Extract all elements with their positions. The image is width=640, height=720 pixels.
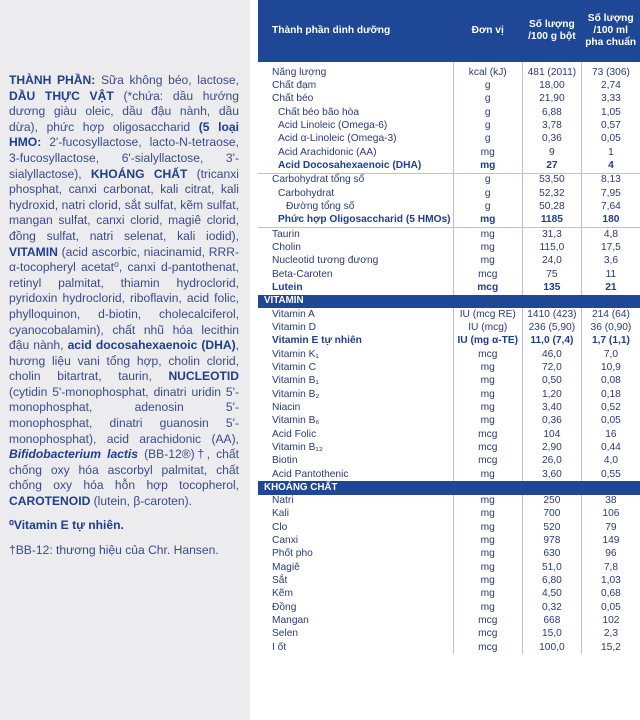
value-per-100ml: 0,08 — [581, 375, 640, 388]
nutrient-name: Vitamin B₁₂ — [272, 441, 323, 453]
nutrient-name: Vitamin C — [272, 361, 316, 373]
table-row — [258, 561, 640, 574]
table-row — [258, 588, 640, 601]
value-per-100g: 978 — [522, 534, 581, 547]
value-per-100g: 104 — [522, 428, 581, 441]
nutrient-unit: mg — [453, 561, 522, 574]
nutrient-name: Đường tổng số — [286, 200, 355, 212]
table-row — [258, 455, 640, 468]
nutrient-name: Acid Folic — [272, 428, 317, 440]
nutrient-unit: mcg — [453, 455, 522, 468]
table-body — [258, 62, 640, 654]
value-per-100g: 24,0 — [522, 255, 581, 268]
value-per-100g: 668 — [522, 614, 581, 627]
nutrient-name: Carbohydrat — [278, 187, 335, 199]
table-row — [258, 321, 640, 334]
nutrient-unit: mg — [453, 468, 522, 481]
nutrient-unit: mg — [453, 361, 522, 374]
ingredients-segment: (cytidin 5'-monophosphat, dinatri uridin 5'-monophosphat, adenosin 5'-monophosphat, dinatri guanosin 5'-monophosphat), acid arachidonic (AA), — [9, 384, 239, 446]
ingredients-paragraph — [9, 73, 239, 510]
table-row — [258, 255, 640, 268]
nutrient-unit: mg — [453, 255, 522, 268]
vitamin-section-header — [258, 295, 640, 308]
nutrient-name: Vitamin D — [272, 321, 316, 333]
ingredients-highlight: acid docosahexaenoic (DHA) — [67, 338, 236, 353]
value-per-100g: 3,60 — [522, 468, 581, 481]
value-per-100g: 236 (5,90) — [522, 321, 581, 334]
ingredients-panel — [0, 0, 250, 720]
table-row — [258, 227, 640, 241]
value-per-100ml: 0,52 — [581, 401, 640, 414]
value-per-100ml: 0,05 — [581, 415, 640, 428]
nutrient-unit: mcg — [453, 441, 522, 454]
value-per-100ml: 7,8 — [581, 561, 640, 574]
value-per-100ml: 38 — [581, 495, 640, 508]
nutrient-unit: mcg — [453, 348, 522, 361]
mineral-section-header-title: KHOÁNG CHẤT — [258, 481, 640, 494]
nutrient-name: Vitamin B₂ — [272, 388, 320, 400]
value-per-100ml: 8,13 — [581, 173, 640, 187]
nutrient-unit: mg — [453, 159, 522, 173]
table-row — [258, 281, 640, 294]
nutrient-name: Acid Docosahexaenoic (DHA) — [278, 159, 422, 171]
table-row — [258, 106, 640, 119]
value-per-100ml: 7,95 — [581, 187, 640, 200]
value-per-100ml: 7,64 — [581, 200, 640, 213]
nutrient-name: Biotin — [272, 455, 298, 467]
value-per-100g: 75 — [522, 268, 581, 281]
table-row — [258, 641, 640, 654]
nutrient-unit: kcal (kJ) — [453, 62, 522, 79]
nutrient-name: Acid Arachidonic (AA) — [278, 146, 377, 158]
table-row — [258, 241, 640, 254]
value-per-100g: 11,0 (7,4) — [522, 335, 581, 348]
nutrient-name: Năng lượng — [272, 66, 327, 78]
value-per-100g: 0,36 — [522, 415, 581, 428]
ingredients-segment: Sữa không béo, lactose, — [95, 73, 239, 87]
value-per-100g: 3,40 — [522, 401, 581, 414]
nutrient-unit: mg — [453, 241, 522, 254]
nutrient-unit: g — [453, 133, 522, 146]
value-per-100ml: 3,6 — [581, 255, 640, 268]
value-per-100g: 50,28 — [522, 200, 581, 213]
table-row — [258, 119, 640, 132]
value-per-100ml: 106 — [581, 508, 640, 521]
value-per-100g: 26,0 — [522, 455, 581, 468]
table-row — [258, 375, 640, 388]
nutrient-unit: mg — [453, 508, 522, 521]
vitamin-e-note: ⁰Vitamin E tự nhiên. — [9, 517, 124, 532]
value-per-100ml: 1,05 — [581, 106, 640, 119]
nutrient-unit: g — [453, 200, 522, 213]
value-per-100ml: 1,03 — [581, 574, 640, 587]
ingredients-segment: , hương liệu vani tổng hợp, cholin clorid, cholin bitartrat, taurin, — [9, 338, 239, 384]
nutrient-name: Vitamin B₁ — [272, 375, 319, 387]
table-row — [258, 268, 640, 281]
table-row — [258, 441, 640, 454]
nutrient-name: Vitamin A — [272, 308, 315, 320]
header-name: Thành phần dinh dưỡng — [258, 0, 453, 62]
table-row — [258, 214, 640, 228]
ingredients-text — [9, 73, 239, 559]
value-per-100g: 6,80 — [522, 574, 581, 587]
table-row — [258, 495, 640, 508]
nutrient-unit: g — [453, 106, 522, 119]
ingredients-highlight: CAROTENOID — [9, 494, 91, 509]
table-row — [258, 428, 640, 441]
nutrient-name: Kali — [272, 508, 289, 520]
nutrient-name: Acid Linoleic (Omega-6) — [278, 119, 388, 131]
nutrient-unit: g — [453, 93, 522, 106]
value-per-100g: 1410 (423) — [522, 308, 581, 321]
value-per-100ml: 102 — [581, 614, 640, 627]
table-row — [258, 79, 640, 92]
nutrient-unit: g — [453, 173, 522, 187]
table-row — [258, 348, 640, 361]
table-row — [258, 521, 640, 534]
trademark-note: †BB-12: thương hiệu của Chr. Hansen. — [9, 543, 219, 558]
value-per-100ml: 17,5 — [581, 241, 640, 254]
nutrient-unit: mcg — [453, 428, 522, 441]
table-row — [258, 508, 640, 521]
nutrient-unit: mg — [453, 214, 522, 228]
nutrient-unit: mg — [453, 401, 522, 414]
table-row — [258, 614, 640, 627]
table-row — [258, 628, 640, 641]
value-per-100g: 15,0 — [522, 628, 581, 641]
nutrient-name: Chất béo — [272, 93, 314, 105]
ingredients-segment: (lutein, β-caroten). — [90, 494, 193, 509]
nutrient-name: Đồng — [272, 601, 297, 613]
nutrient-unit: mg — [453, 388, 522, 401]
header-unit: Đơn vị — [453, 0, 522, 62]
value-per-100ml: 4,8 — [581, 227, 640, 241]
value-per-100g: 9 — [522, 146, 581, 159]
value-per-100g: 4,50 — [522, 588, 581, 601]
table-header-row — [258, 0, 640, 62]
value-per-100g: 115,0 — [522, 241, 581, 254]
nutrient-unit: IU (mcg RE) — [453, 308, 522, 321]
value-per-100g: 0,50 — [522, 375, 581, 388]
nutrient-unit: mg — [453, 588, 522, 601]
nutrient-name: Vitamin E tự nhiên — [272, 335, 362, 347]
value-per-100ml: 7,0 — [581, 348, 640, 361]
table-row — [258, 187, 640, 200]
nutrient-unit: mg — [453, 375, 522, 388]
value-per-100g: 135 — [522, 281, 581, 294]
ingredients-highlight: VITAMIN — [9, 244, 58, 259]
nutrient-name: Selen — [272, 628, 299, 640]
value-per-100ml: 79 — [581, 521, 640, 534]
table-row — [258, 388, 640, 401]
value-per-100g: 21,90 — [522, 93, 581, 106]
value-per-100g: 2,90 — [522, 441, 581, 454]
nutrient-unit: mg — [453, 146, 522, 159]
nutrient-name: Natri — [272, 495, 294, 507]
ingredients-segment: (acid ascorbic, niacinamid, RRR-α-tocopheryl acetat⁰, canxi d-pantothenat, retinyl palmitat, thiamin hydroclorid, pyridoxin hydroclorid, riboflavin, acid folic, phylloquinon, d-biotin, cholecalciferol, cyanocobalamin), chất nhũ hóa lecithin đậu nành, — [9, 244, 239, 353]
table-row — [258, 468, 640, 481]
nutrient-unit: g — [453, 187, 522, 200]
nutrient-unit: g — [453, 79, 522, 92]
vitamin-section-header-title: VITAMIN — [258, 295, 640, 308]
value-per-100g: 51,0 — [522, 561, 581, 574]
nutrient-name: Vitamin K₁ — [272, 348, 319, 360]
nutrient-name: I ốt — [272, 641, 287, 653]
header-per-100g: Số lượng /100 g bột — [522, 0, 581, 62]
value-per-100ml: 0,44 — [581, 441, 640, 454]
value-per-100ml: 11 — [581, 268, 640, 281]
nutrient-name: Niacin — [272, 401, 301, 413]
value-per-100g: 700 — [522, 508, 581, 521]
nutrient-name: Canxi — [272, 535, 299, 547]
nutrient-name: Vitamin B₆ — [272, 415, 320, 427]
nutrient-name: Magiê — [272, 561, 300, 573]
value-per-100g: 100,0 — [522, 641, 581, 654]
value-per-100ml: 4,0 — [581, 455, 640, 468]
value-per-100ml: 2,3 — [581, 628, 640, 641]
ingredients-highlight: (5 loại HMO: — [9, 119, 239, 150]
ingredients-segment: 2'-fucosyllactose, lacto-N-tetraose, 3-fucosyllactose, 6'-sialyllactose, 3'-sialyllactose), — [9, 135, 239, 181]
nutrient-unit: IU (mg α-TE) — [453, 335, 522, 348]
table-row — [258, 308, 640, 321]
value-per-100g: 1,20 — [522, 388, 581, 401]
value-per-100g: 27 — [522, 159, 581, 173]
value-per-100g: 0,32 — [522, 601, 581, 614]
table-row — [258, 415, 640, 428]
value-per-100ml: 0,57 — [581, 119, 640, 132]
mineral-section-header — [258, 481, 640, 494]
table-row — [258, 335, 640, 348]
nutrient-unit: mg — [453, 415, 522, 428]
value-per-100ml: 0,55 — [581, 468, 640, 481]
value-per-100g: 520 — [522, 521, 581, 534]
ingredients-segment: (BB-12®)†, chất chống oxy hóa ascorbyl palmitat, chất chống oxy hóa hỗn hợp tocopherol, — [9, 447, 239, 493]
value-per-100ml: 21 — [581, 281, 640, 294]
nutrient-name: Carbohydrat tổng số — [258, 173, 453, 187]
ingredients-heading: THÀNH PHẦN: — [9, 73, 96, 87]
value-per-100g: 46,0 — [522, 348, 581, 361]
table-row — [258, 62, 640, 79]
value-per-100ml: 4 — [581, 159, 640, 173]
value-per-100ml: 0,05 — [581, 133, 640, 146]
nutrient-unit: mg — [453, 521, 522, 534]
value-per-100g: 53,50 — [522, 173, 581, 187]
header-per-100ml: Số lượng /100 ml pha chuẩn — [581, 0, 640, 62]
nutrient-unit: mcg — [453, 628, 522, 641]
value-per-100g: 72,0 — [522, 361, 581, 374]
value-per-100g: 630 — [522, 548, 581, 561]
value-per-100ml: 0,05 — [581, 601, 640, 614]
nutrient-name: Chất béo bão hòa — [278, 106, 360, 118]
nutrient-unit: g — [453, 119, 522, 132]
nutrient-name: Acid Pantothenic — [272, 468, 349, 480]
value-per-100ml: 180 — [581, 214, 640, 228]
nutrient-name: Phức hợp Oligosaccharid (5 HMOs) — [278, 214, 451, 226]
table-row — [258, 601, 640, 614]
nutrient-name: Mangan — [272, 615, 309, 627]
ingredients-segment: (tricanxi phosphat, canxi carbonat, kali citrat, kali hydroxid, natri clorid, sắt sulfat, kẽm sulfat, mangan sulfat, canxi clorid, magiê clorid, đồng sulfat, natri selenat, kali iodid), — [9, 166, 239, 243]
value-per-100g: 250 — [522, 495, 581, 508]
nutrition-table — [258, 0, 640, 654]
table-row — [258, 401, 640, 414]
nutrient-unit: mg — [453, 548, 522, 561]
value-per-100g: 1185 — [522, 214, 581, 228]
table-row — [258, 159, 640, 173]
value-per-100ml: 15,2 — [581, 641, 640, 654]
value-per-100ml: 73 (306) — [581, 62, 640, 79]
nutrient-unit: mg — [453, 227, 522, 241]
nutrient-unit: mcg — [453, 614, 522, 627]
nutrient-unit: mcg — [453, 281, 522, 294]
table-row — [258, 133, 640, 146]
value-per-100g: 3,78 — [522, 119, 581, 132]
ingredients-highlight: DẦU THỰC VẬT — [9, 88, 114, 103]
nutrient-unit: mg — [453, 574, 522, 587]
nutrient-name: Beta-Caroten — [272, 268, 333, 280]
ingredients-highlight: KHOÁNG CHẤT — [90, 166, 188, 181]
nutrient-name: Kẽm — [272, 588, 293, 600]
nutrient-unit: mcg — [453, 641, 522, 654]
value-per-100ml: 36 (0,90) — [581, 321, 640, 334]
nutrient-unit: mg — [453, 534, 522, 547]
value-per-100g: 6,88 — [522, 106, 581, 119]
ingredients-segment: (*chứa: dầu hướng dương giàu oleic, dầu đậu nành, dầu dừa), phức hợp oligosaccharid — [9, 88, 239, 134]
nutrient-name: Acid α-Linoleic (Omega-3) — [278, 133, 397, 145]
nutrient-name: Clo — [272, 521, 288, 533]
nutrient-name: Taurin — [258, 227, 453, 241]
nutrient-unit: mcg — [453, 268, 522, 281]
table-row — [258, 534, 640, 547]
value-per-100ml: 0,68 — [581, 588, 640, 601]
table-row — [258, 173, 640, 187]
table-row — [258, 146, 640, 159]
table-row — [258, 574, 640, 587]
value-per-100g: 0,36 — [522, 133, 581, 146]
value-per-100ml: 1,7 (1,1) — [581, 335, 640, 348]
nutrient-name: Lutein — [272, 281, 303, 293]
nutrient-unit: mg — [453, 495, 522, 508]
nutrition-panel — [258, 0, 640, 720]
table-row — [258, 548, 640, 561]
nutrient-name: Nucleotid tương đương — [272, 255, 379, 267]
value-per-100ml: 3,33 — [581, 93, 640, 106]
value-per-100ml: 96 — [581, 548, 640, 561]
value-per-100g: 31,3 — [522, 227, 581, 241]
table-row — [258, 93, 640, 106]
value-per-100ml: 0,18 — [581, 388, 640, 401]
value-per-100g: 52,32 — [522, 187, 581, 200]
value-per-100ml: 10,9 — [581, 361, 640, 374]
value-per-100g: 18,00 — [522, 79, 581, 92]
nutrient-unit: IU (mcg) — [453, 321, 522, 334]
nutrient-unit: mg — [453, 601, 522, 614]
nutrient-name: Chất đạm — [272, 79, 317, 91]
value-per-100ml: 2,74 — [581, 79, 640, 92]
value-per-100ml: 1 — [581, 146, 640, 159]
nutrient-name: Sắt — [272, 575, 288, 587]
ingredients-highlight: NUCLEOTID — [168, 369, 239, 384]
table-row — [258, 361, 640, 374]
ingredients-highlight: Bifidobacterium lactis — [9, 447, 139, 462]
value-per-100ml: 214 (64) — [581, 308, 640, 321]
nutrient-name: Cholin — [272, 241, 301, 253]
nutrient-name: Phốt pho — [272, 548, 313, 560]
table-row — [258, 200, 640, 213]
value-per-100g: 481 (2011) — [522, 62, 581, 79]
value-per-100ml: 149 — [581, 534, 640, 547]
value-per-100ml: 16 — [581, 428, 640, 441]
